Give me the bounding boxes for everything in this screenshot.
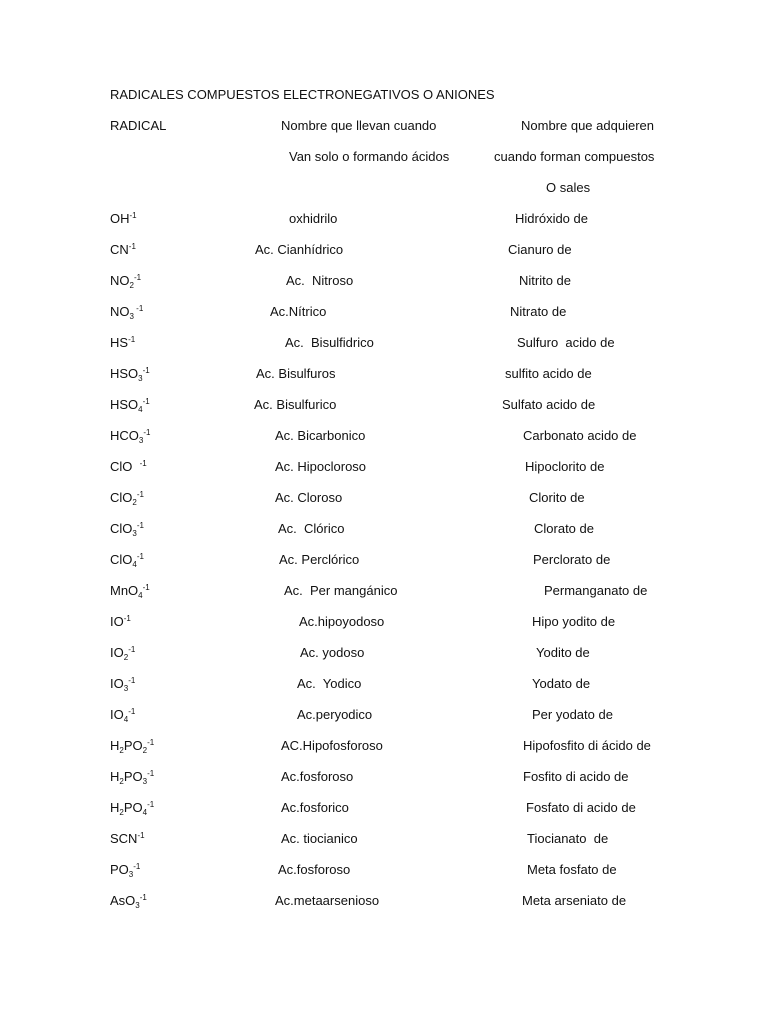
radical-formula [110,397,150,413]
formula-subscript: 2 [119,808,124,817]
radical-formula [110,645,135,661]
formula-charge: -1 [136,552,144,561]
acid-name: oxhidrilo [289,211,338,226]
formula-symbol: PO [123,769,143,784]
formula-charge: -1 [133,304,144,313]
formula-symbol: PO [110,862,129,877]
acid-name: Ac. Per mangánico [284,583,398,598]
acid-name: AC.Hipofosforoso [281,738,383,753]
acid-name: Ac.Nítrico [270,304,327,319]
formula-symbol: PO [123,800,143,815]
formula-charge: -1 [147,769,155,778]
formula-symbol: H [110,769,120,784]
formula-charge: -1 [139,459,147,468]
acid-name: Ac.metaarsenioso [275,893,380,908]
radical-formula [110,273,141,289]
formula-symbol: OH [110,211,130,226]
acid-name: Ac.fosforico [281,800,349,815]
formula-charge: -1 [128,242,136,251]
formula-subscript: 3 [129,312,134,321]
formula-symbol: ClO [110,490,133,505]
formula-charge: -1 [143,428,151,437]
formula-symbol: IO [110,614,124,629]
formula-charge: -1 [129,211,137,220]
radical-formula [110,831,145,847]
formula-charge: -1 [133,862,141,871]
salt-name: Fosfato di acido de [526,800,636,815]
salt-name: Fosfito di acido de [523,769,629,784]
formula-subscript: 2 [119,746,124,755]
formula-charge: -1 [123,614,131,623]
salt-name: Meta arseniato de [522,893,627,908]
formula-symbol: PO [123,738,143,753]
radical-formula [110,676,135,692]
formula-symbol: NO [110,273,130,288]
header-salt-line-1: Nombre que adquieren [521,118,654,133]
salt-name: Clorato de [534,521,594,536]
salt-name: Nitrito de [519,273,572,288]
formula-symbol: HSO [110,366,139,381]
acid-name: Ac.fosforoso [281,769,354,784]
salt-name: Hidróxido de [515,211,588,226]
formula-charge: -1 [128,676,136,685]
acid-name: Ac. yodoso [300,645,365,660]
formula-subscript: 4 [142,808,148,817]
header-acid-line-1: Nombre que llevan cuando [281,118,437,133]
formula-subscript: 2 [142,746,148,755]
acid-name: Ac. Cianhídrico [255,242,344,257]
acid-name: Ac. Bicarbonico [275,428,366,443]
formula-charge: -1 [142,397,150,406]
formula-symbol: IO [110,707,124,722]
formula-charge: -1 [137,831,145,840]
formula-subscript: 4 [123,715,129,724]
salt-name: Perclorato de [533,552,611,567]
acid-name: Ac. Perclórico [279,552,360,567]
radical-formula [110,242,136,258]
formula-charge: -1 [142,366,150,375]
acid-name: Ac. tiocianico [281,831,358,846]
radical-formula [110,459,147,475]
salt-name: Nitrato de [510,304,567,319]
radical-formula [110,335,135,351]
formula-subscript: 2 [123,653,129,662]
formula-symbol: IO [110,676,124,691]
salt-name: Yodato de [532,676,591,691]
formula-charge: -1 [133,273,142,282]
acid-name: Ac. Bisulfidrico [285,335,374,350]
formula-subscript: 3 [123,684,129,693]
radical-formula [110,366,150,382]
formula-symbol: CN [110,242,129,257]
acid-name: Ac. Cloroso [275,490,343,505]
salt-name: Carbonato acido de [523,428,637,443]
salt-name: Hipofosfito di ácido de [523,738,651,753]
formula-subscript: 3 [132,529,137,538]
formula-symbol: HCO [110,428,139,443]
header-radical: RADICAL [110,118,167,133]
header-salt-line-2: cuando forman compuestos [494,149,655,164]
formula-subscript: 2 [129,281,134,290]
radical-formula [110,707,135,723]
formula-subscript: 3 [138,436,144,445]
acid-name: Ac. Yodico [297,676,362,691]
salt-name: Permanganato de [544,583,648,598]
formula-charge: -1 [136,521,144,530]
formula-subscript: 4 [132,560,137,569]
formula-subscript: 3 [138,374,143,383]
salt-name: Per yodato de [532,707,613,722]
header-acid-line-2: Van solo o formando ácidos [289,149,450,164]
formula-subscript: 2 [119,777,124,786]
formula-subscript: 3 [135,901,140,910]
salt-name: Hipoclorito de [525,459,605,474]
formula-symbol: HSO [110,397,139,412]
acid-name: Ac.peryodico [297,707,373,722]
radical-formula [110,211,137,227]
formula-charge: -1 [128,335,136,344]
acid-name: Ac. Bisulfurico [254,397,337,412]
acid-name: Ac. Bisulfuros [256,366,336,381]
radical-formula [110,862,140,878]
salt-name: sulfito acido de [505,366,592,381]
radical-formula [110,738,154,754]
formula-charge: -1 [128,707,136,716]
salt-name: Clorito de [529,490,585,505]
document-title: RADICALES COMPUESTOS ELECTRONEGATIVOS O ANIONES [110,87,495,102]
salt-name: Tiocianato de [527,831,609,846]
salt-name: Sulfato acido de [502,397,596,412]
formula-symbol: H [110,800,120,815]
radical-formula [110,583,150,599]
radical-formula [110,521,144,537]
formula-charge: -1 [147,800,155,809]
salt-name: Yodito de [536,645,590,660]
formula-subscript: 3 [142,777,148,786]
formula-charge: -1 [128,645,136,654]
formula-symbol: SCN [110,831,138,846]
radical-formula [110,490,144,506]
formula-symbol: HS [110,335,129,350]
radical-formula [110,552,144,568]
formula-symbol: H [110,738,120,753]
radical-formula [110,893,147,909]
header-salt-line-3: O sales [546,180,591,195]
salt-name: Meta fosfato de [527,862,617,877]
radical-formula [110,304,143,320]
formula-subscript: 2 [132,498,137,507]
acid-name: Ac.hipoyodoso [299,614,385,629]
radical-formula [110,614,131,630]
radical-formula [110,769,154,785]
acid-name: Ac. Nitroso [286,273,354,288]
radical-formula [110,800,154,816]
radical-formula [110,428,150,444]
formula-symbol: MnO [110,583,139,598]
formula-charge: -1 [139,893,147,902]
formula-charge: -1 [142,583,150,592]
formula-symbol: IO [110,645,124,660]
formula-symbol: NO [110,304,130,319]
salt-name: Hipo yodito de [532,614,616,629]
formula-subscript: 4 [138,405,143,414]
formula-symbol: ClO [110,459,140,474]
formula-symbol: ClO [110,521,133,536]
acid-name: Ac. Hipocloroso [275,459,367,474]
acid-name: Ac. Clórico [278,521,345,536]
acid-name: Ac.fosforoso [278,862,351,877]
formula-subscript: 4 [138,591,143,600]
formula-charge: -1 [147,738,155,747]
formula-subscript: 3 [128,870,134,879]
formula-symbol: AsO [110,893,136,908]
salt-name: Sulfuro acido de [517,335,615,350]
formula-charge: -1 [136,490,144,499]
formula-symbol: ClO [110,552,133,567]
salt-name: Cianuro de [508,242,572,257]
